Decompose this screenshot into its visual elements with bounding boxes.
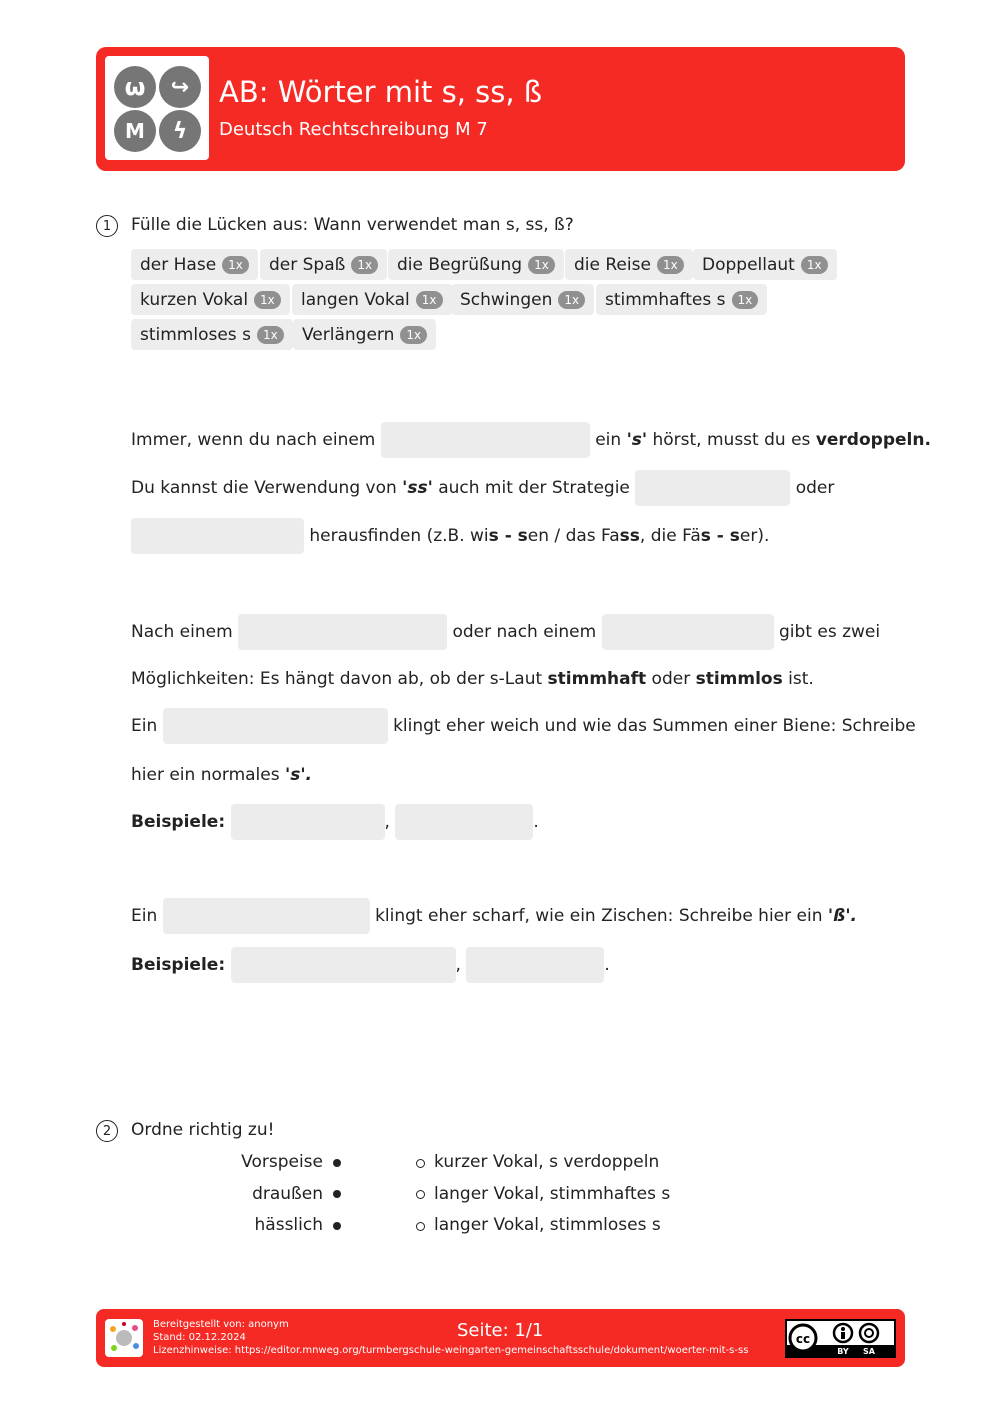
logo-m-icon: M [114, 110, 156, 152]
word-chip[interactable] [388, 249, 564, 280]
count-badge: 1x [222, 256, 249, 274]
blank-field[interactable] [163, 898, 370, 934]
text: hörst, musst du es [647, 430, 816, 450]
text: verdoppeln. [815, 430, 931, 450]
footer-logo [105, 1319, 143, 1357]
word-chip[interactable] [596, 284, 767, 315]
match-left-dot[interactable] [333, 1159, 341, 1167]
word-chip[interactable] [131, 249, 258, 280]
text: er). [739, 526, 770, 546]
match-left-dot[interactable] [333, 1190, 341, 1198]
cloze-line [131, 764, 312, 786]
cloze-line [131, 422, 931, 458]
count-badge: 1x [416, 291, 443, 309]
footer-license: Lizenzhinweise: https://editor.mnweg.org/turmbergschule-weingarten-gemeinschaftsschule/dokument/woerter-mit-s-ss [153, 1345, 749, 1356]
text: auch mit der Strategie [432, 478, 630, 498]
text: stimmlos [695, 669, 783, 689]
text: herausfinden (z.B. wi [309, 526, 489, 546]
blank-field[interactable] [602, 614, 774, 650]
text: ist. [782, 669, 814, 689]
text: . [533, 812, 539, 832]
word-chip[interactable] [293, 319, 436, 350]
word-chip[interactable] [260, 249, 387, 280]
cloze-line [131, 898, 857, 934]
text: ein [595, 430, 627, 450]
text: ss [619, 526, 640, 546]
count-badge: 1x [254, 291, 281, 309]
count-badge: 1x [732, 291, 759, 309]
cloze-line [131, 668, 814, 690]
text: Möglichkeiten: Es hängt davon ab, ob der s-Laut [131, 669, 548, 689]
chip-label: die Reise [574, 254, 651, 275]
blank-field[interactable] [466, 947, 604, 983]
blank-field[interactable] [635, 470, 790, 506]
count-badge: 1x [558, 291, 585, 309]
blank-field[interactable] [163, 708, 388, 744]
match-right-item: kurzer Vokal, s verdoppeln [434, 1152, 660, 1172]
text: , [455, 955, 461, 975]
text: Beispiele: [131, 955, 226, 975]
logo [105, 56, 209, 160]
count-badge: 1x [257, 326, 284, 344]
cloze-line [131, 947, 610, 983]
text: 'ß'. [827, 906, 857, 926]
chip-label: der Hase [140, 254, 217, 275]
match-right-item: langer Vokal, stimmhaftes s [434, 1184, 671, 1204]
cloze-line [131, 614, 880, 650]
text: 'ss' [402, 478, 433, 498]
text: klingt eher scharf, wie ein Zischen: Schreibe hier ein [375, 906, 828, 926]
footer-banner [96, 1309, 905, 1367]
text: gibt es zwei [779, 622, 881, 642]
page-number: Seite: 1/1 [457, 1320, 544, 1341]
blank-field[interactable] [231, 804, 385, 840]
text: hier ein normales [131, 765, 285, 785]
cc-label: BY [837, 1347, 849, 1356]
text: Nach einem [131, 622, 233, 642]
text: Ein [131, 906, 158, 926]
text: , [384, 812, 390, 832]
logo-arrow-icon: ↪ [159, 66, 201, 108]
word-chip[interactable] [693, 249, 837, 280]
count-badge: 1x [657, 256, 684, 274]
word-chip[interactable] [451, 284, 594, 315]
cloze-line [131, 708, 916, 744]
text: . [604, 955, 610, 975]
network-logo-icon [105, 1319, 143, 1357]
text: 's' [626, 430, 648, 450]
page-title: AB: Wörter mit s, ss, ß [219, 75, 543, 109]
text: Du kannst die Verwendung von [131, 478, 403, 498]
blank-field[interactable] [238, 614, 447, 650]
word-chip[interactable] [131, 284, 290, 315]
match-right-dot[interactable] [416, 1159, 425, 1168]
svg-text:cc: cc [795, 1332, 811, 1346]
word-chip[interactable] [292, 284, 452, 315]
cc-label: SA [863, 1347, 875, 1356]
text: Beispiele: [131, 812, 226, 832]
match-right-dot[interactable] [416, 1190, 425, 1199]
count-badge: 1x [400, 326, 427, 344]
text: oder [795, 478, 835, 498]
task-number: 1 [96, 215, 118, 237]
text: oder nach einem [452, 622, 597, 642]
text: Ein [131, 716, 158, 736]
match-right-item: langer Vokal, stimmloses s [434, 1215, 661, 1235]
text: , die Fä [639, 526, 701, 546]
chip-label: Verlängern [302, 324, 395, 345]
chip-label: der Spaß [269, 254, 346, 275]
word-chip[interactable] [131, 319, 293, 350]
text: en / das Fa [527, 526, 620, 546]
match-left-item: hässlich [254, 1215, 323, 1235]
match-left-item: draußen [252, 1184, 323, 1204]
footer-date: Stand: 02.12.2024 [153, 1332, 246, 1343]
logo-lightning-icon: ϟ [159, 110, 201, 152]
cloze-line [131, 804, 539, 840]
chip-label: Doppellaut [702, 254, 795, 275]
blank-field[interactable] [231, 947, 456, 983]
text: s - s [488, 526, 528, 546]
text: klingt eher weich und wie das Summen einer Biene: Schreibe [393, 716, 916, 736]
chip-label: die Begrüßung [397, 254, 523, 275]
count-badge: 1x [351, 256, 378, 274]
task-title: Ordne richtig zu! [131, 1120, 275, 1140]
cloze-line [131, 470, 834, 506]
text: oder [646, 669, 696, 689]
text: Immer, wenn du nach einem [131, 430, 376, 450]
match-left-dot[interactable] [333, 1222, 341, 1230]
count-badge: 1x [528, 256, 555, 274]
logo-omega-icon: ω [114, 66, 156, 108]
cc-license-badge [785, 1319, 896, 1358]
cloze-line [131, 518, 769, 554]
cc-by-sa-icon [787, 1321, 894, 1356]
count-badge: 1x [801, 256, 828, 274]
text: stimmhaft [547, 669, 647, 689]
footer-provided: Bereitgestellt von: anonym [153, 1319, 289, 1330]
task-title: Fülle die Lücken aus: Wann verwendet man s, ss, ß? [131, 215, 574, 235]
chip-label: stimmhaftes s [605, 289, 726, 310]
chip-label: langen Vokal [301, 289, 410, 310]
chip-label: stimmloses s [140, 324, 251, 345]
chip-label: kurzen Vokal [140, 289, 249, 310]
text: s - s [700, 526, 740, 546]
header-banner [96, 47, 905, 171]
match-left-item: Vorspeise [241, 1152, 323, 1172]
task-number: 2 [96, 1120, 118, 1142]
chip-label: Schwingen [460, 289, 553, 310]
blank-field[interactable] [395, 804, 533, 840]
blank-field[interactable] [131, 518, 304, 554]
text: 's'. [285, 765, 312, 785]
blank-field[interactable] [381, 422, 590, 458]
page-subtitle: Deutsch Rechtschreibung M 7 [219, 119, 488, 140]
match-right-dot[interactable] [416, 1222, 425, 1231]
word-chip[interactable] [565, 249, 693, 280]
